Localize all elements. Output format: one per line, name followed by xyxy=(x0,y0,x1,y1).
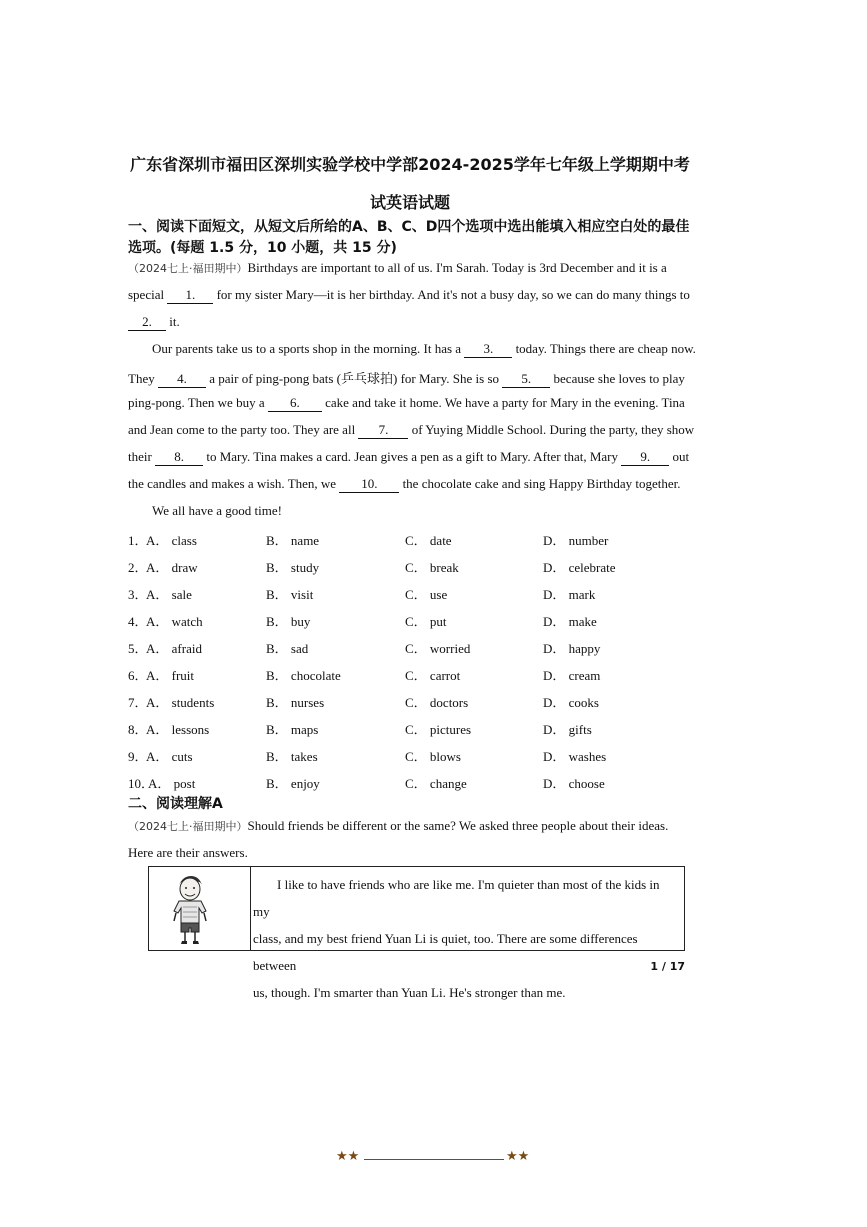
option-c: C． pictures xyxy=(405,722,472,737)
question-number: 4． xyxy=(128,614,148,629)
passage1-text: ping-pong. Then we buy a xyxy=(128,395,265,410)
option-c: C． worried xyxy=(405,641,471,656)
option-d: D． choose xyxy=(543,776,605,791)
passage2-text: Should friends be different or the same? We asked three people about their ideas. xyxy=(247,818,669,833)
section1-heading-line2: 选项。(每题 1.5 分，10 小题，共 15 分) xyxy=(128,240,397,256)
option-d: D． happy xyxy=(543,641,601,656)
passage1-text: because she loves to play xyxy=(553,371,685,386)
question-number: 3． xyxy=(128,587,148,602)
passage1-text: a pair of ping-pong bats (乒乓球拍) for Mary. She is so xyxy=(209,371,500,386)
answer-line3: us, though. I'm smarter than Yuan Li. He's stronger than me. xyxy=(253,985,566,1000)
answer-box-text xyxy=(253,871,678,1006)
option-c: C． doctors xyxy=(405,695,469,710)
option-b: B． enjoy xyxy=(266,776,320,791)
passage1-text: for my sister Mary—it is her birthday. And it's not a busy day, so we can do many things to xyxy=(216,287,690,302)
option-d: D． gifts xyxy=(543,722,592,737)
section1-heading-line1: 一、阅读下面短文，从短文后所给的A、B、C、D四个选项中选出能填入相应空白处的最佳 xyxy=(128,219,690,235)
option-b: B． visit xyxy=(266,587,314,602)
option-d: D． mark xyxy=(543,587,596,602)
blank-7: 7. xyxy=(358,422,408,439)
option-a: A． class xyxy=(146,533,197,548)
passage1-line5 xyxy=(128,368,693,388)
passage1-line2 xyxy=(128,287,693,304)
option-b: B． takes xyxy=(266,749,318,764)
blank-9: 9. xyxy=(621,449,669,466)
option-c: C． carrot xyxy=(405,668,461,683)
boy-illustration xyxy=(149,867,251,950)
blank-10: 10. xyxy=(339,476,399,493)
question-row xyxy=(128,584,688,604)
passage1-line4 xyxy=(152,341,717,358)
passage2-line1 xyxy=(128,818,693,834)
footer-divider xyxy=(364,1159,504,1160)
passage1-text: cake and take it home. We have a party for Mary in the evening. Tina xyxy=(325,395,685,410)
option-b: B． chocolate xyxy=(266,668,341,683)
blank-4: 4. xyxy=(158,371,206,388)
passage1-line10: We all have a good time! xyxy=(152,503,282,518)
option-a: A． cuts xyxy=(146,749,193,764)
option-a: A． draw xyxy=(146,560,198,575)
boy-icon xyxy=(149,867,250,950)
passage1-text: special xyxy=(128,287,165,302)
option-a: A． students xyxy=(146,695,215,710)
footer-decoration xyxy=(336,1151,536,1167)
passage1-line9 xyxy=(128,476,693,493)
question-row xyxy=(128,773,688,793)
option-a: A． post xyxy=(148,776,196,791)
option-d: D． washes xyxy=(543,749,607,764)
blank-2: 2. xyxy=(128,314,166,331)
passage1-text: and Jean come to the party too. They are all xyxy=(128,422,356,437)
question-number: 8． xyxy=(128,722,148,737)
passage1-line1 xyxy=(128,260,693,276)
option-b: B． buy xyxy=(266,614,311,629)
question-number: 10． xyxy=(128,776,155,791)
question-number: 9． xyxy=(128,749,148,764)
question-number: 7． xyxy=(128,695,148,710)
option-d: D． cream xyxy=(543,668,601,683)
passage1-text: their xyxy=(128,449,152,464)
option-c: C． put xyxy=(405,614,447,629)
question-row xyxy=(128,611,688,631)
question-number: 1． xyxy=(128,533,148,548)
passage2-line2: Here are their answers. xyxy=(128,845,248,860)
passage1-text: out xyxy=(672,449,690,464)
option-b: B． name xyxy=(266,533,320,548)
passage1-text: the candles and makes a wish. Then, we xyxy=(128,476,337,491)
document-title-line1: 广东省深圳市福田区深圳实验学校中学部2024-2025学年七年级上学期期中考 xyxy=(130,155,690,174)
option-c: C． change xyxy=(405,776,467,791)
passage1-text: to Mary. Tina makes a card. Jean gives a pen as a gift to Mary. After that, Mary xyxy=(206,449,619,464)
option-a: A． afraid xyxy=(146,641,202,656)
answer-line1: I like to have friends who are like me. I'm quieter than most of the kids in my xyxy=(253,877,660,919)
blank-8: 8. xyxy=(155,449,203,466)
question-row xyxy=(128,557,688,577)
question-number: 5． xyxy=(128,641,148,656)
option-c: C． use xyxy=(405,587,448,602)
star-icon: ★★ xyxy=(336,1149,360,1164)
blank-3: 3. xyxy=(464,341,512,358)
star-icon: ★★ xyxy=(506,1149,530,1164)
question-row xyxy=(128,638,688,658)
section2-heading: 二、阅读理解A xyxy=(128,796,223,812)
question-number: 2． xyxy=(128,560,148,575)
passage1-line3 xyxy=(128,314,693,331)
blank-1: 1. xyxy=(167,287,213,304)
passage1-line6 xyxy=(128,395,693,412)
passage1-line7 xyxy=(128,422,693,439)
option-d: D． cooks xyxy=(543,695,599,710)
passage1-text: of Yuying Middle School. During the party, they show xyxy=(411,422,695,437)
option-a: A． fruit xyxy=(146,668,195,683)
option-b: B． sad xyxy=(266,641,309,656)
option-d: D． number xyxy=(543,533,609,548)
document-title-line2: 试英语试题 xyxy=(369,193,450,212)
option-a: A． watch xyxy=(146,614,203,629)
passage1-text: it. xyxy=(169,314,180,329)
option-c: C． blows xyxy=(405,749,461,764)
passage1-line8 xyxy=(128,449,693,466)
option-c: C． break xyxy=(405,560,459,575)
passage1-text: Birthdays are important to all of us. I'm Sarah. Today is 3rd December and it is a xyxy=(247,260,667,275)
question-row xyxy=(128,746,688,766)
option-c: C． date xyxy=(405,533,452,548)
passage1-source: （2024七上·福田期中） xyxy=(128,262,248,275)
blank-6: 6. xyxy=(268,395,322,412)
option-b: B． maps xyxy=(266,722,319,737)
passage1-text: the chocolate cake and sing Happy Birthday together. xyxy=(402,476,681,491)
passage1-text: Our parents take us to a sports shop in the morning. It has a xyxy=(152,341,462,356)
page-number: 1 / 17 xyxy=(650,960,685,973)
question-row xyxy=(128,530,688,550)
question-number: 6． xyxy=(128,668,148,683)
question-row xyxy=(128,665,688,685)
passage1-text: They xyxy=(128,371,155,386)
option-b: B． nurses xyxy=(266,695,325,710)
option-d: D． celebrate xyxy=(543,560,616,575)
passage1-text: today. Things there are cheap now. xyxy=(515,341,696,356)
option-b: B． study xyxy=(266,560,320,575)
question-row xyxy=(128,692,688,712)
passage2-source: （2024七上·福田期中） xyxy=(128,820,248,833)
option-d: D． make xyxy=(543,614,597,629)
answer-line2: class, and my best friend Yuan Li is quiet, too. There are some differences between xyxy=(253,931,638,973)
blank-5: 5. xyxy=(502,371,550,388)
option-a: A． lessons xyxy=(146,722,210,737)
question-row xyxy=(128,719,688,739)
option-a: A． sale xyxy=(146,587,192,602)
section1-heading xyxy=(128,217,698,259)
